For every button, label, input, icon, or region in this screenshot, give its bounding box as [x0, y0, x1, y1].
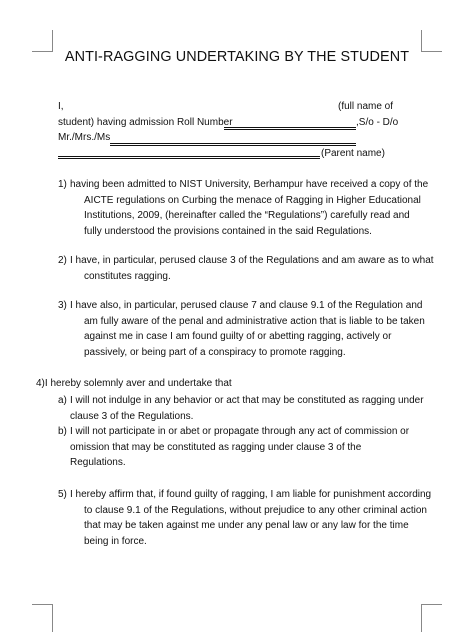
clause-5	[58, 487, 431, 549]
full-name-label: (full name of	[338, 101, 394, 112]
parent-name-blank-1-double	[110, 145, 356, 146]
clause-4-intro: 4)I hereby solemnly aver and undertake that	[36, 378, 232, 389]
sub-clause-letter: b)	[58, 426, 67, 437]
clause-line: I have, in particular, perused clause 3 of the Regulations and am aware as to what	[70, 255, 434, 266]
mr-mrs-ms-label: Mr./Mrs./Ms	[58, 132, 111, 143]
clause-line: am fully aware of the penal and administrative action that is liable to be taken	[84, 315, 425, 327]
clause-line: AICTE regulations on Curbing the menace of Ragging in Higher Educational	[84, 194, 421, 206]
clause-line: constitutes ragging.	[84, 270, 171, 282]
clause-number: 1)	[58, 179, 67, 190]
clause-line: I will not participate in or abet or propagate through any act of commission or	[70, 426, 410, 437]
parent-name-label: (Parent name)	[321, 148, 385, 159]
crop-mark-bottom-right-h	[421, 604, 442, 605]
clause-line: having been admitted to NIST University, Berhampur have received a copy of the	[70, 179, 429, 190]
sub-clause-letter: a)	[58, 395, 67, 406]
clause-line: fully understood the provisions contained in the said Regulations.	[84, 225, 372, 237]
parent-name-blank-2-double	[58, 158, 320, 159]
crop-mark-bottom-left-v	[52, 604, 53, 632]
parent-name-blank-1[interactable]	[110, 143, 356, 144]
roll-number-blank-double	[224, 129, 356, 130]
crop-mark-bottom-left-h	[32, 604, 53, 605]
clause-line: Institutions, 2009, (hereinafter called the “Regulations”) carefully read and	[84, 210, 410, 221]
parent-name-blank-2[interactable]	[58, 156, 320, 157]
clause-line: I will not indulge in any behavior or act that may be constituted as ragging under	[70, 395, 424, 406]
crop-mark-bottom-right-v	[421, 604, 422, 632]
clause-4b	[58, 424, 409, 471]
relation-label: ,S/o - D/o	[356, 117, 399, 128]
clause-1	[58, 177, 428, 239]
clause-2	[58, 253, 434, 284]
clause-line: passively, or being part of a conspiracy to promote ragging.	[84, 346, 346, 358]
clause-line: I hereby affirm that, if found guilty of ragging, I am liable for punishment according	[70, 489, 432, 500]
clause-line: to clause 9.1 of the Regulations, without prejudice to any other criminal action	[84, 504, 427, 516]
clause-line: I have also, in particular, perused clause 7 and clause 9.1 of the Regulation and	[70, 300, 423, 311]
clause-line: Regulations.	[70, 457, 126, 468]
clause-number: 5)	[58, 489, 67, 500]
clause-line: clause 3 of the Regulations.	[70, 410, 194, 422]
clause-line: being in force.	[84, 535, 147, 547]
clause-3	[58, 298, 425, 360]
i-label: I,	[58, 101, 64, 112]
clause-line: omission that may be constituted as ragging under clause 3 of the	[70, 441, 362, 453]
clause-line: that may be taken against me under any penal law or any law for the time	[84, 520, 409, 531]
roll-number-blank[interactable]	[224, 127, 356, 128]
clause-number: 3)	[58, 300, 67, 311]
roll-number-prefix: student) having admission Roll Number	[58, 117, 233, 128]
document-title: ANTI-RAGGING UNDERTAKING BY THE STUDENT	[64, 49, 410, 65]
clause-number: 2)	[58, 255, 67, 266]
clause-4a	[58, 393, 424, 424]
clause-line: against me in case I am found guilty of or abetting ragging, actively or	[84, 331, 392, 342]
